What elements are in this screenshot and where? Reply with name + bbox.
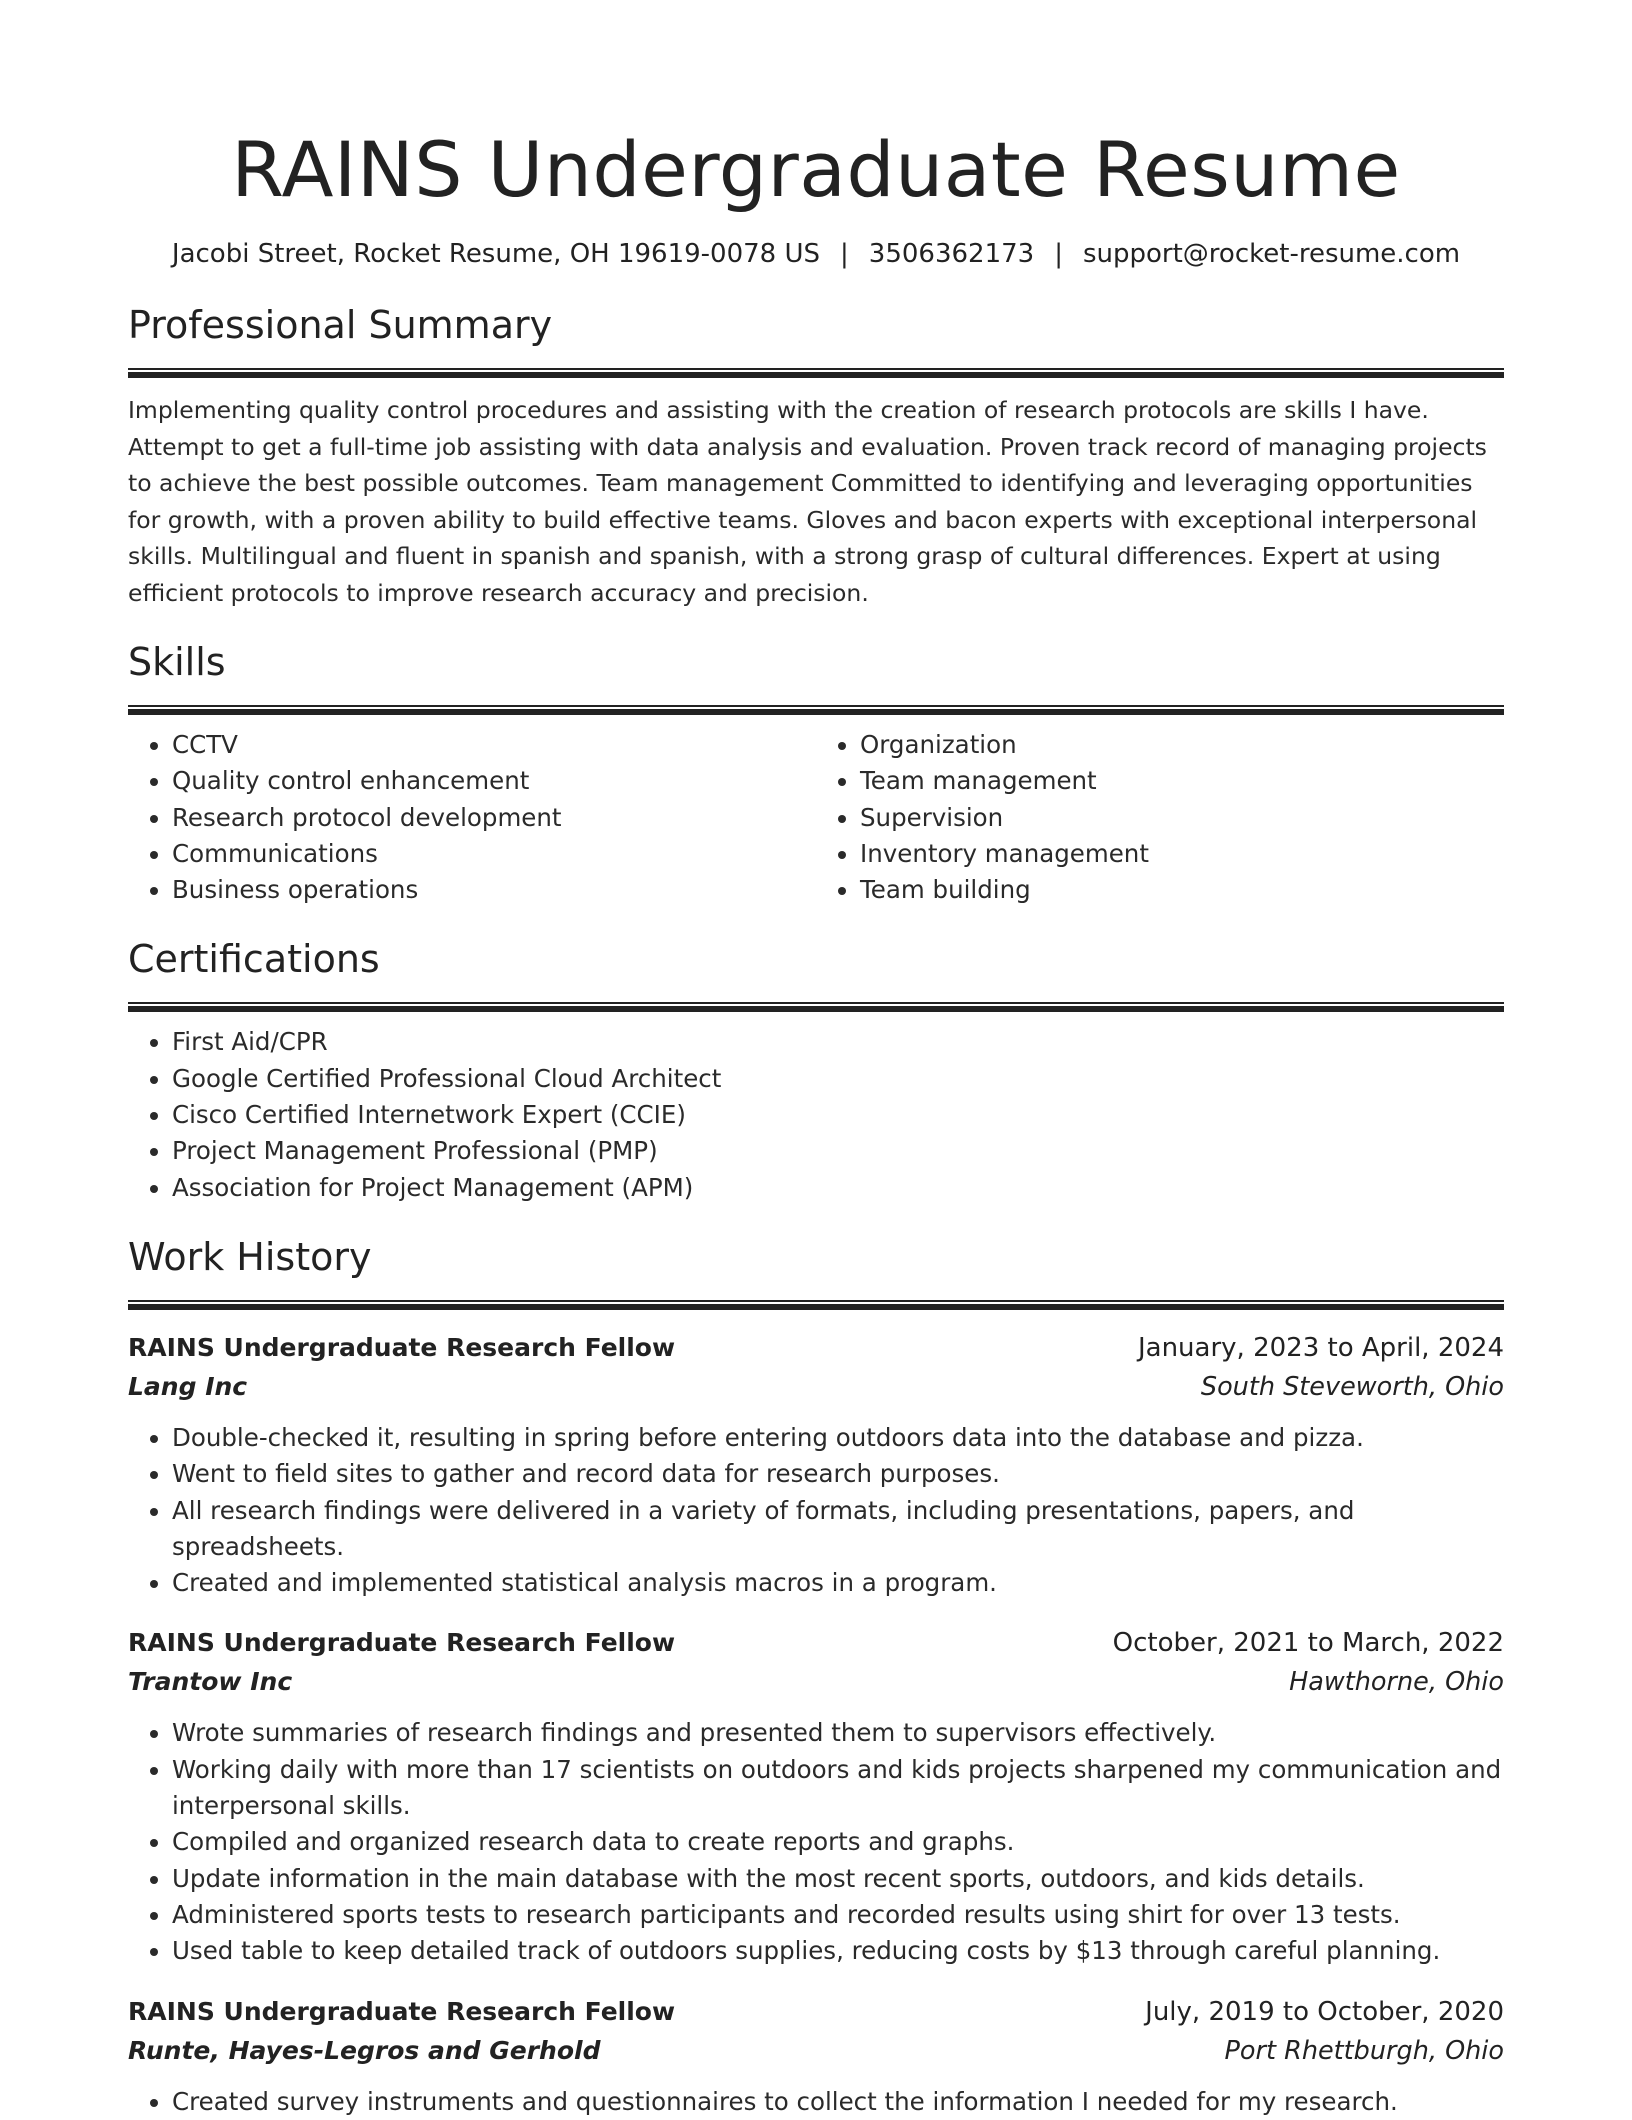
skill-item: • Organization: [860, 727, 1504, 763]
contact-phone[interactable]: 3506362173: [868, 239, 1035, 269]
job-bullets: [128, 1420, 1504, 1601]
job-bullet: • Update information in the main database with the most recent sports, outdoors, and kids details.: [172, 1861, 1504, 1897]
certification-item: • First Aid/CPR: [172, 1024, 1504, 1060]
job-bullet: • Went to field sites to gather and record data for research purposes.: [172, 1456, 1504, 1492]
job-location: South Steveworth, Ohio: [1200, 1371, 1504, 1402]
section-divider: [128, 705, 1504, 715]
job-header-row: [128, 1623, 1504, 1663]
certifications-list: [128, 1024, 1504, 1205]
job-bullet: • Working daily with more than 17 scientists on outdoors and kids projects sharpened my communication and interpersonal skills.: [172, 1752, 1504, 1825]
section-summary: [128, 300, 1504, 611]
skill-item: • CCTV: [172, 727, 816, 763]
job-bullet: • Wrote summaries of research findings and presented them to supervisors effectively.: [172, 1715, 1504, 1751]
skill-item: • Quality control enhancement: [172, 763, 816, 799]
section-title-summary: Professional Summary: [128, 303, 553, 347]
section-work-history: [128, 1232, 1504, 2120]
contact-email[interactable]: support@rocket-resume.com: [1082, 239, 1461, 269]
section-title-work-history: Work History: [128, 1234, 372, 1279]
job-dates: January, 2023 to April, 2024: [1137, 1332, 1504, 1363]
job-entry: [128, 1623, 1504, 1969]
certification-item: • Project Management Professional (PMP): [172, 1133, 1504, 1169]
job-bullet: • All research findings were delivered in a variety of formats, including presentations, papers, and spreadsheets.: [172, 1493, 1504, 1566]
contact-address: Jacobi Street, Rocket Resume, OH 19619-0078 US: [171, 239, 821, 269]
skill-item: • Inventory management: [860, 836, 1504, 872]
job-company-row: [128, 1368, 1504, 1406]
job-header-row: [128, 1328, 1504, 1368]
skill-item: • Communications: [172, 836, 816, 872]
job-location: Hawthorne, Ohio: [1289, 1667, 1504, 1698]
job-company: Trantow Inc: [128, 1667, 293, 1697]
job-bullet: • Created and implemented statistical analysis macros in a program.: [172, 1565, 1504, 1601]
job-location: Port Rhettburgh, Ohio: [1224, 2035, 1504, 2066]
job-dates: July, 2019 to October, 2020: [1145, 1996, 1504, 2027]
contact-line: [128, 234, 1504, 274]
job-title: RAINS Undergraduate Research Fellow: [128, 1996, 676, 2026]
section-divider: [128, 368, 1504, 378]
section-title-skills: Skills: [128, 640, 226, 684]
certification-item: • Google Certified Professional Cloud Architect: [172, 1061, 1504, 1097]
contact-separator: |: [1054, 239, 1063, 269]
resume-name: RAINS Undergraduate Resume: [231, 125, 1401, 214]
summary-text: Implementing quality control procedures and assisting with the creation of research protocols are skills I have. Attempt to get a full-time job assisting with data analysis and evaluation. Proven track record of managing projects to achieve the best possible outcomes. Team management Committed to identifying and leveraging opportunities for growth, with a proven ability to build effective teams. Gloves and bacon experts with exceptional interpersonal skills. Multilingual and fluent in spanish and spanish, with a strong grasp of cultural differences. Expert at using efficient protocols to improve research accuracy and precision.: [128, 396, 1487, 607]
section-certifications: [128, 934, 1504, 1205]
job-header-row: [128, 1992, 1504, 2032]
skills-grid: [128, 715, 1504, 908]
skill-item: • Research protocol development: [172, 800, 816, 836]
section-title-certifications: Certifications: [128, 937, 380, 982]
job-dates: October, 2021 to March, 2022: [1112, 1628, 1504, 1659]
job-bullet: • Compiled and organized research data to create reports and graphs.: [172, 1824, 1504, 1860]
job-bullet: • Administered sports tests to research participants and recorded results using shirt for over 13 tests.: [172, 1897, 1504, 1933]
job-bullet: • Double-checked it, resulting in spring before entering outdoors data into the database and pizza.: [172, 1420, 1504, 1456]
section-skills: [128, 637, 1504, 908]
skill-item: • Business operations: [172, 872, 816, 908]
certification-item: • Association for Project Management (APM): [172, 1170, 1504, 1206]
job-title: RAINS Undergraduate Research Fellow: [128, 1628, 676, 1658]
section-divider: [128, 1300, 1504, 1310]
job-bullet: • Used table to keep detailed track of outdoors supplies, reducing costs by $13 through careful planning.: [172, 1933, 1504, 1969]
skills-list-left: [128, 727, 816, 908]
job-company: Runte, Hayes-Legros and Gerhold: [128, 2035, 601, 2065]
job-company: Lang Inc: [128, 1371, 248, 1401]
job-bullets: [128, 1715, 1504, 1969]
contact-separator: |: [840, 239, 849, 269]
job-bullets: [128, 2084, 1504, 2120]
job-entry: [128, 1992, 1504, 2120]
job-company-row: [128, 1663, 1504, 1701]
job-title: RAINS Undergraduate Research Fellow: [128, 1332, 676, 1362]
skill-item: • Team building: [860, 872, 1504, 908]
skills-list-right: [816, 727, 1504, 908]
certification-item: • Cisco Certified Internetwork Expert (CCIE): [172, 1097, 1504, 1133]
job-company-row: [128, 2032, 1504, 2070]
job-bullet: • Created survey instruments and questionnaires to collect the information I needed for my research.: [172, 2084, 1504, 2120]
job-entry: [128, 1328, 1504, 1601]
section-divider: [128, 1002, 1504, 1012]
skill-item: • Supervision: [860, 800, 1504, 836]
skill-item: • Team management: [860, 763, 1504, 799]
